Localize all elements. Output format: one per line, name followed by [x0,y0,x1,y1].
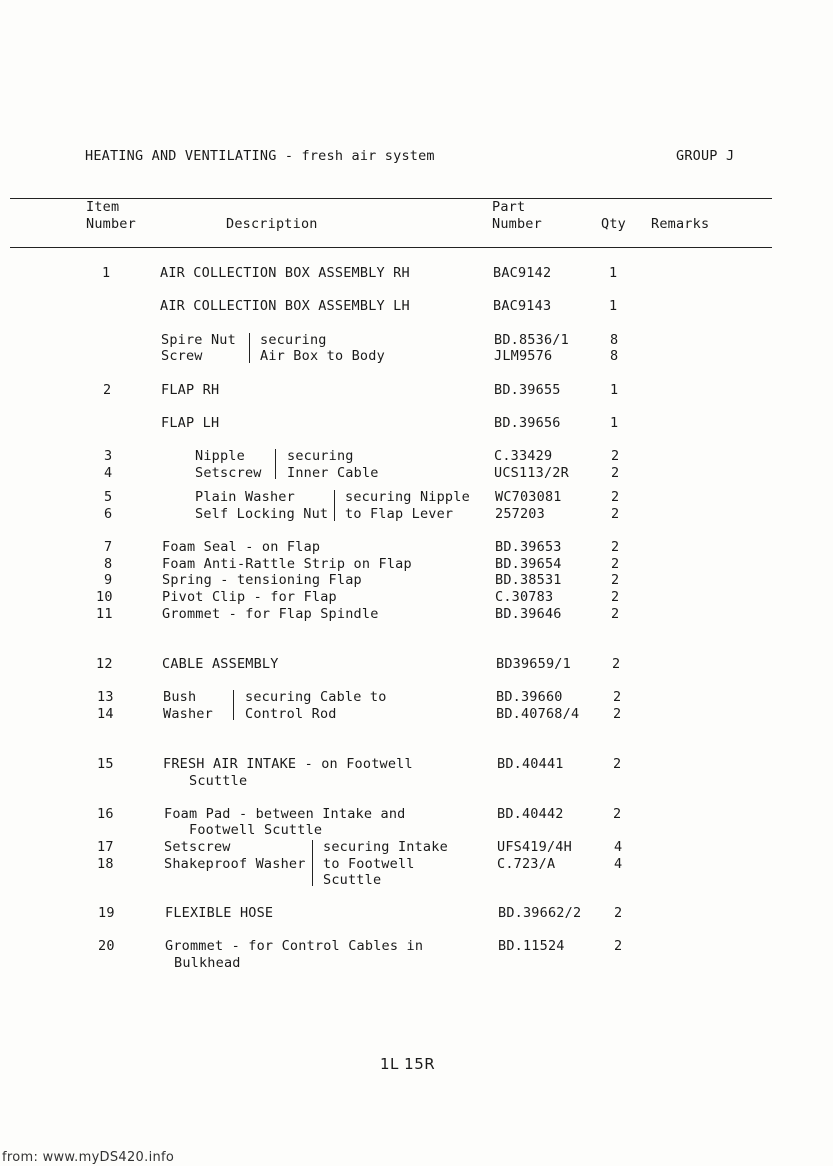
fixing-note: securing [287,448,354,464]
group-label: GROUP J [676,148,735,164]
item-number: 10 [96,589,113,605]
quantity: 2 [611,589,620,605]
fixing-note: securing Nipple [345,489,470,505]
quantity: 2 [614,905,623,921]
item-description-cont: Footwell Scuttle [189,822,323,838]
quantity: 1 [609,298,618,314]
quantity: 4 [614,839,623,855]
item-description: Self Locking Nut [195,506,329,522]
col-qty: Qty [601,216,626,232]
col-remarks: Remarks [651,216,710,232]
col-part-line1: Part [492,199,526,215]
part-number: UFS419/4H [497,839,572,855]
item-number: 9 [104,572,113,588]
page-title: HEATING AND VENTILATING - fresh air system [85,148,435,164]
header-top-rule [10,198,772,199]
item-description: Plain Washer [195,489,295,505]
fixing-note: securing [260,332,327,348]
item-number: 13 [97,689,114,705]
item-description: FLAP RH [161,382,220,398]
item-description: FRESH AIR INTAKE - on Footwell [163,756,413,772]
item-number: 14 [97,706,114,722]
col-description: Description [226,216,318,232]
part-number: BAC9143 [493,298,552,314]
item-number: 18 [97,856,114,872]
part-number: BD39659/1 [496,656,571,672]
fixing-note: to Flap Lever [345,506,454,522]
header-bottom-rule [10,247,772,248]
item-description-cont: Bulkhead [174,955,241,971]
item-number: 15 [97,756,114,772]
item-description: Spring - tensioning Flap [162,572,362,588]
quantity: 2 [612,656,621,672]
bracket-line [312,840,313,886]
quantity: 2 [613,706,622,722]
item-description: Pivot Clip - for Flap [162,589,337,605]
part-number: BD.38531 [495,572,562,588]
part-number: BD.40441 [497,756,564,772]
col-part-line2: Number [492,216,542,232]
item-description: AIR COLLECTION BOX ASSEMBLY LH [160,298,410,314]
part-number: UCS113/2R [494,465,569,481]
item-description: Washer [163,706,213,722]
quantity: 2 [613,756,622,772]
quantity: 1 [610,415,619,431]
part-number: BD.11524 [498,938,565,954]
bracket-line [233,690,234,720]
quantity: 2 [611,465,620,481]
item-description: Bush [163,689,197,705]
part-number: BD.40442 [497,806,564,822]
item-number: 4 [104,465,113,481]
item-number: 19 [98,905,115,921]
item-number: 1 [102,265,111,281]
part-number: BAC9142 [493,265,552,281]
item-number: 17 [97,839,114,855]
quantity: 2 [611,489,620,505]
fixing-note: Air Box to Body [260,348,385,364]
quantity: 4 [614,856,623,872]
quantity: 2 [613,806,622,822]
item-number: 3 [104,448,113,464]
item-description: Shakeproof Washer [164,856,306,872]
item-number: 2 [103,382,112,398]
quantity: 2 [611,448,620,464]
part-number: C.723/A [497,856,556,872]
item-description: FLEXIBLE HOSE [165,905,274,921]
item-description: Grommet - for Control Cables in [165,938,424,954]
quantity: 2 [611,539,620,555]
part-number: BD.40768/4 [496,706,580,722]
item-number: 16 [97,806,114,822]
item-number: 8 [104,556,113,572]
quantity: 2 [611,506,620,522]
fixing-note: Control Rod [245,706,337,722]
quantity: 2 [614,938,623,954]
quantity: 2 [613,689,622,705]
bracket-line [249,333,250,363]
part-number: BD.39656 [494,415,561,431]
item-number: 20 [98,938,115,954]
part-number: JLM9576 [494,348,553,364]
fixing-note: to Footwell [323,856,415,872]
item-number: 5 [104,489,113,505]
fixing-note: Inner Cable [287,465,379,481]
part-number: BD.39646 [495,606,562,622]
item-description: Setscrew [195,465,262,481]
quantity: 1 [610,382,619,398]
bracket-line [334,490,335,521]
part-number: BD.39662/2 [498,905,582,921]
item-description: Foam Seal - on Flap [162,539,321,555]
item-description: Nipple [195,448,245,464]
fixing-note: securing Intake [323,839,448,855]
bracket-line [275,449,276,479]
part-number: 257203 [495,506,545,522]
item-description: Screw [161,348,203,364]
part-number: C.33429 [494,448,553,464]
item-number: 12 [96,656,113,672]
quantity: 2 [611,572,620,588]
item-description: AIR COLLECTION BOX ASSEMBLY RH [160,265,410,281]
item-number: 7 [104,539,113,555]
part-number: BD.8536/1 [494,332,569,348]
item-number: 6 [104,506,113,522]
fixing-note: securing Cable to [245,689,387,705]
item-description: CABLE ASSEMBLY [162,656,279,672]
item-description-cont: Scuttle [189,773,248,789]
source-watermark: from: www.myDS420.info [2,1150,175,1165]
part-number: WC703081 [495,489,562,505]
part-number: BD.39660 [496,689,563,705]
item-description: Spire Nut [161,332,236,348]
part-number: BD.39654 [495,556,562,572]
quantity: 2 [611,556,620,572]
item-description: Foam Anti-Rattle Strip on Flap [162,556,412,572]
item-number: 11 [96,606,113,622]
fixing-note: Scuttle [323,872,382,888]
quantity: 8 [610,332,619,348]
part-number: BD.39655 [494,382,561,398]
part-number: C.30783 [495,589,554,605]
quantity: 2 [611,606,620,622]
page-reference: 1L 15R [380,1055,436,1073]
item-description: Grommet - for Flap Spindle [162,606,379,622]
item-description: FLAP LH [161,415,220,431]
quantity: 8 [610,348,619,364]
quantity: 1 [609,265,618,281]
item-description: Setscrew [164,839,231,855]
col-item-line1: Item [86,199,120,215]
part-number: BD.39653 [495,539,562,555]
col-item-line2: Number [86,216,136,232]
item-description: Foam Pad - between Intake and [164,806,406,822]
